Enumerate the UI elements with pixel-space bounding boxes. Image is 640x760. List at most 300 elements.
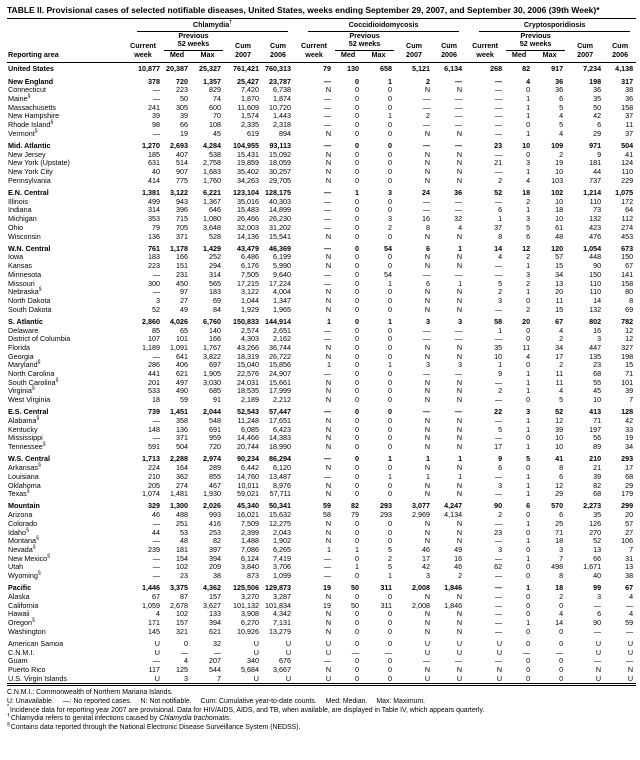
table-cell: 685 <box>209 386 221 396</box>
table-cell: 1 <box>526 424 531 434</box>
table-cell: 1 <box>458 454 463 464</box>
row-label: C.N.M.I. <box>8 647 35 657</box>
table-cell: 7,509 <box>241 518 259 528</box>
table-cell: N <box>456 128 463 138</box>
table-cell: 87 <box>180 591 188 601</box>
table-row <box>7 387 636 396</box>
table-cell: N <box>325 149 332 159</box>
table-cell: — <box>422 93 431 103</box>
table-row <box>7 121 636 130</box>
row-label: E.S. Central <box>8 407 49 417</box>
table-row <box>7 306 636 315</box>
table-cell: 80 <box>625 287 634 297</box>
table-cell: 3 <box>597 334 602 344</box>
table-cell: 55 <box>593 377 602 387</box>
table-cell: 416 <box>209 518 221 528</box>
table-cell: 40,303 <box>269 196 292 206</box>
table-cell: 0 <box>526 395 531 405</box>
table-cell: 59 <box>323 501 332 511</box>
table-cell: 59 <box>625 618 634 628</box>
table-cell: N <box>424 442 431 452</box>
row-label: Illinois <box>8 196 28 206</box>
table-cell: — <box>152 351 160 361</box>
table-cell: 102 <box>176 609 188 619</box>
table-cell: 1 <box>388 571 393 581</box>
table-cell: N <box>456 261 463 271</box>
table-cell: N <box>456 85 463 95</box>
table-cell: — <box>494 167 503 177</box>
table-cell: 1 <box>526 102 531 112</box>
table-cell: 498 <box>551 562 564 572</box>
table-cell: 0 <box>388 673 393 683</box>
table-cell: — <box>625 600 634 610</box>
table-cell: 23 <box>494 527 503 537</box>
table-cell: 1 <box>526 287 531 297</box>
table-cell: — <box>152 536 160 546</box>
table-cell: 3,077 <box>412 501 431 511</box>
table-cell: 0 <box>355 140 360 150</box>
table-cell: 124 <box>621 158 634 168</box>
row-label: Connecticut <box>8 85 46 95</box>
table-cell: 11 <box>555 295 564 305</box>
table-cell: 305 <box>176 102 188 112</box>
table-cell: 16 <box>593 325 602 335</box>
table-cell: 24,907 <box>269 369 292 379</box>
table-cell: 36,744 <box>269 342 292 352</box>
table-cell: 2 <box>458 571 463 581</box>
table-cell: 1 <box>526 536 531 546</box>
table-cell: — <box>384 647 393 657</box>
table-cell: 224 <box>148 463 160 473</box>
table-cell: 0 <box>526 609 531 619</box>
table-cell: — <box>152 85 160 95</box>
table-cell: — <box>454 140 463 150</box>
table-cell: 0 <box>355 489 360 499</box>
table-cell: 3 <box>559 544 564 554</box>
table-cell: 2,651 <box>273 325 292 335</box>
table-cell: 25,327 <box>199 64 221 74</box>
table-cell: 43,479 <box>237 243 259 253</box>
table-cell: 49 <box>180 304 188 314</box>
table-cell: 23 <box>593 360 602 370</box>
table-cell: 6 <box>559 510 564 520</box>
table-cell: 0 <box>184 638 188 648</box>
table-cell: 0 <box>526 673 531 683</box>
table-cell: 17,651 <box>269 416 292 426</box>
table-cell: N <box>456 463 463 473</box>
table-cell: 136 <box>176 424 188 434</box>
table-cell: 0 <box>388 480 393 490</box>
table-cell: 321 <box>176 626 188 636</box>
table-cell: 70 <box>213 111 221 121</box>
table-cell: 20 <box>555 287 564 297</box>
table-cell: 9 <box>498 369 503 379</box>
table-cell: 5,121 <box>412 64 431 74</box>
table-cell: N <box>456 591 463 601</box>
table-cell: 16,021 <box>237 510 259 520</box>
table-cell: 129,873 <box>265 583 292 593</box>
table-cell: 89 <box>593 442 602 452</box>
subheader-row-1 <box>7 32 636 51</box>
table-cell: 183 <box>209 287 221 297</box>
table-cell: 4 <box>559 609 564 619</box>
row-label: New England <box>8 76 54 86</box>
table-cell: 0 <box>388 665 393 675</box>
table-cell: 0 <box>526 591 531 601</box>
table-cell: 29,705 <box>269 175 292 185</box>
table-cell: 5 <box>388 562 393 572</box>
table-cell: 59,021 <box>237 489 259 499</box>
table-cell: 14 <box>555 618 564 628</box>
table-cell: 0 <box>526 149 531 159</box>
table-cell: 453 <box>621 231 634 241</box>
table-cell: 0 <box>526 85 531 95</box>
table-cell: 0 <box>388 295 393 305</box>
table-cell: 943 <box>176 196 188 206</box>
table-cell: 4,284 <box>203 140 221 150</box>
table-cell: 0 <box>355 120 360 130</box>
table-cell: — <box>454 334 463 344</box>
table-cell: 544 <box>209 665 221 675</box>
table-cell: 1,713 <box>142 454 160 464</box>
table-cell: 82 <box>351 501 360 511</box>
table-cell: 6,423 <box>273 424 292 434</box>
table-cell: 19,859 <box>237 158 259 168</box>
table-cell: 52 <box>494 188 503 197</box>
table-cell: 8,976 <box>273 480 292 490</box>
table-cell: 371 <box>176 433 188 443</box>
table-cell: 251 <box>176 518 188 528</box>
table-cell: N <box>456 416 463 426</box>
table-cell: 720 <box>176 76 188 86</box>
table-header <box>7 19 636 62</box>
table-cell: 7 <box>629 544 634 554</box>
table-cell: 239 <box>148 544 160 554</box>
table-cell: — <box>454 111 463 121</box>
table-cell: 4 <box>559 128 564 138</box>
table-cell: 761,421 <box>233 64 259 74</box>
table-cell: 35,016 <box>237 196 259 206</box>
table-cell: 46 <box>422 544 431 554</box>
table-cell: 0 <box>526 562 531 572</box>
table-cell: — <box>323 562 332 572</box>
table-cell: 241 <box>148 102 160 112</box>
table-cell: — <box>422 140 431 150</box>
table-cell: N <box>325 304 332 314</box>
table-cell: 18 <box>152 395 160 405</box>
table-cell: N <box>456 442 463 452</box>
table-cell: U <box>595 638 602 648</box>
table-cell: 67 <box>625 583 634 593</box>
table-cell: 68 <box>593 369 602 379</box>
table-cell: 1,054 <box>583 243 602 253</box>
table-cell: 71 <box>555 527 564 537</box>
table-cell: 2,212 <box>273 395 292 405</box>
table-cell: 29 <box>593 128 602 138</box>
table-cell: 67 <box>625 261 634 271</box>
table-cell: 1 <box>526 93 531 103</box>
table-cell: 82 <box>522 64 531 74</box>
table-cell: N <box>424 295 431 305</box>
table-cell: — <box>494 433 503 443</box>
table-cell: — <box>152 93 160 103</box>
row-label: South Carolina§ <box>8 377 59 387</box>
group-name: Cryptosporidiosis <box>523 20 586 30</box>
table-cell: — <box>494 128 503 138</box>
table-cell: 69 <box>213 295 221 305</box>
table-cell: 57 <box>555 252 564 262</box>
table-cell: 125,506 <box>233 583 259 593</box>
table-cell: — <box>323 656 332 666</box>
table-cell: 183 <box>148 252 160 262</box>
row-label: Wisconsin <box>8 231 41 241</box>
table-cell: 2,860 <box>142 316 160 326</box>
table-cell: 52 <box>152 304 160 314</box>
group-name: Chlamydia <box>192 20 230 30</box>
table-cell: 0 <box>355 618 360 628</box>
table-row <box>7 405 636 417</box>
table-row <box>7 443 636 452</box>
table-cell: 35 <box>494 342 503 352</box>
table-cell: 6,199 <box>273 252 292 262</box>
table-cell: 1,300 <box>170 501 188 511</box>
table-cell: 2 <box>559 334 564 344</box>
table-cell: 0 <box>388 489 393 499</box>
table-cell: 4 <box>559 111 564 121</box>
table-cell: N <box>627 665 634 675</box>
table-cell: 4,303 <box>241 334 259 344</box>
table-cell: 0 <box>559 638 564 648</box>
table-cell: 68 <box>593 489 602 499</box>
table-cell: N <box>424 527 431 537</box>
table-cell: 3,122 <box>170 188 188 197</box>
table-cell: 58 <box>494 316 503 326</box>
table-cell: 1,846 <box>444 600 463 610</box>
table-cell: 600 <box>209 102 221 112</box>
table-cell: 107 <box>148 334 160 344</box>
table-cell: 0 <box>388 369 393 379</box>
table-cell: 396 <box>176 205 188 215</box>
row-label: Georgia <box>8 351 34 361</box>
table-cell: 11 <box>555 377 564 387</box>
table-row <box>7 529 636 538</box>
table-cell: 761 <box>148 243 160 253</box>
table-cell: 0 <box>388 287 393 297</box>
row-label: W.S. Central <box>8 454 50 464</box>
table-cell: 362 <box>176 471 188 481</box>
table-cell: 197 <box>589 424 602 434</box>
table-cell: 71 <box>625 369 634 379</box>
table-cell: 0 <box>355 269 360 279</box>
table-cell: N <box>424 424 431 434</box>
table-row <box>7 344 636 353</box>
table-cell: 2,678 <box>170 600 188 610</box>
table-cell: 6 <box>559 471 564 481</box>
table-cell: 5 <box>526 222 531 232</box>
table-cell: 15,040 <box>237 360 259 370</box>
table-cell: — <box>593 626 602 636</box>
table-cell: 3,908 <box>241 609 259 619</box>
table-cell: U <box>253 647 259 657</box>
table-cell: 300 <box>148 278 160 288</box>
table-row <box>7 215 636 224</box>
group-header-cryptosporidiosis <box>465 19 636 32</box>
table-cell: 0 <box>355 416 360 426</box>
table-cell: 106 <box>621 536 634 546</box>
table-cell: U <box>456 647 463 657</box>
table-cell: 4,362 <box>203 583 221 593</box>
table-cell: 0 <box>388 128 393 138</box>
table-cell: 2 <box>526 304 531 314</box>
col-head-2006: 2006 <box>433 51 465 62</box>
table-cell: 101,132 <box>233 600 259 610</box>
table-cell: 317 <box>621 76 634 86</box>
table-cell: — <box>323 325 332 335</box>
row-label: Maine§ <box>8 93 31 103</box>
table-cell: 229 <box>621 175 634 185</box>
table-cell: N <box>456 424 463 434</box>
table-cell: N <box>325 518 332 528</box>
table-cell: 32 <box>454 214 463 224</box>
table-cell: 15 <box>625 360 634 370</box>
table-cell: 378 <box>148 76 160 86</box>
table-cell: 760,313 <box>265 64 292 74</box>
table-cell: 1,059 <box>142 600 160 610</box>
table-cell: 36 <box>454 188 463 197</box>
table-cell: N <box>325 351 332 361</box>
table-cell: 3 <box>184 673 188 683</box>
table-cell: 6 <box>426 278 431 288</box>
table-cell: 0 <box>355 278 360 288</box>
table-cell: 1,874 <box>273 93 292 103</box>
table-cell: — <box>494 377 503 387</box>
table-cell: 488 <box>176 510 188 520</box>
table-cell: 2 <box>526 278 531 288</box>
table-cell: 1,929 <box>241 304 259 314</box>
table-cell: 209 <box>209 562 221 572</box>
col-head-max: Max <box>191 51 224 62</box>
table-cell: 0 <box>388 638 393 648</box>
table-cell: 1 <box>526 386 531 396</box>
table-cell: 11,248 <box>237 416 259 426</box>
table-cell: 299 <box>621 501 634 511</box>
table-cell: 181 <box>176 544 188 554</box>
table-cell: N <box>424 433 431 443</box>
table-cell: — <box>494 395 503 405</box>
table-cell: 621 <box>176 369 188 379</box>
col-head-previous-52-weeks: Previous 52 weeks <box>334 32 395 51</box>
table-cell: — <box>152 433 160 443</box>
table-cell: N <box>456 527 463 537</box>
table-row <box>7 168 636 177</box>
table-cell: 5 <box>559 395 564 405</box>
table-cell: 1 <box>526 128 531 138</box>
table-cell: 133 <box>209 609 221 619</box>
table-cell: N <box>456 609 463 619</box>
table-cell: 720 <box>209 442 221 452</box>
table-cell: 0 <box>355 553 360 563</box>
table-cell: U <box>424 647 431 657</box>
table-cell: 27 <box>625 527 634 537</box>
table-row <box>7 233 636 242</box>
table-cell: — <box>323 214 332 224</box>
table-cell: 157 <box>209 591 221 601</box>
table-cell: U <box>627 638 634 648</box>
table-cell: 10,926 <box>237 626 259 636</box>
row-label: North Dakota <box>8 295 51 305</box>
table-cell: N <box>325 527 332 537</box>
table-cell: — <box>323 471 332 481</box>
row-label: Arizona <box>8 510 33 520</box>
table-cell: U <box>496 673 503 683</box>
table-cell: 31,202 <box>269 222 292 232</box>
table-cell: 19 <box>323 600 332 610</box>
table-cell: N <box>424 395 431 405</box>
table-row <box>7 241 636 253</box>
table-cell: 15,661 <box>269 377 292 387</box>
table-cell: N <box>325 377 332 387</box>
table-cell: 150 <box>589 269 602 279</box>
table-cell: 0 <box>388 416 393 426</box>
table-cell: 737 <box>589 175 602 185</box>
table-cell: — <box>494 196 503 206</box>
table-cell: N <box>424 128 431 138</box>
table-cell: 125 <box>176 665 188 675</box>
table-cell: 340 <box>247 656 259 666</box>
row-label: E.N. Central <box>8 188 49 197</box>
table-cell: 45,340 <box>237 501 259 511</box>
table-cell: N <box>456 626 463 636</box>
table-cell: — <box>454 102 463 112</box>
table-cell: 42 <box>422 562 431 572</box>
table-cell: 591 <box>148 442 160 452</box>
table-cell: 4,026 <box>170 316 188 326</box>
row-label: Oklahoma <box>8 480 41 490</box>
table-cell: 1,451 <box>170 407 188 417</box>
table-cell: 0 <box>388 120 393 130</box>
table-cell: N <box>424 618 431 628</box>
table-cell: 2,162 <box>273 334 292 344</box>
table-cell: — <box>494 618 503 628</box>
table-cell: 3 <box>526 269 531 279</box>
row-label: Delaware <box>8 325 39 335</box>
table-cell: 3 <box>426 571 431 581</box>
table-cell: N <box>424 377 431 387</box>
table-cell: 0 <box>355 196 360 206</box>
table-cell: 1,671 <box>583 562 602 572</box>
table-cell: — <box>454 205 463 215</box>
row-label: Texas§ <box>8 488 30 499</box>
table-cell: 0 <box>355 205 360 215</box>
table-cell: 0 <box>355 128 360 138</box>
table-cell: 31 <box>625 553 634 563</box>
table-cell: 0 <box>355 222 360 232</box>
table-cell: — <box>494 93 503 103</box>
table-cell: 0 <box>355 673 360 683</box>
table-cell: 32 <box>213 638 221 648</box>
table-cell: 59 <box>180 395 188 405</box>
table-cell: — <box>323 369 332 379</box>
table-cell: 0 <box>388 377 393 387</box>
table-cell: 38 <box>625 85 634 95</box>
table-cell: N <box>456 518 463 528</box>
table-cell: 873 <box>247 571 259 581</box>
table-cell: 289 <box>209 463 221 473</box>
table-cell: 198 <box>589 76 602 86</box>
table-cell: 4 <box>559 386 564 396</box>
table-cell: 3,840 <box>241 562 259 572</box>
table-cell: 7 <box>217 673 221 683</box>
